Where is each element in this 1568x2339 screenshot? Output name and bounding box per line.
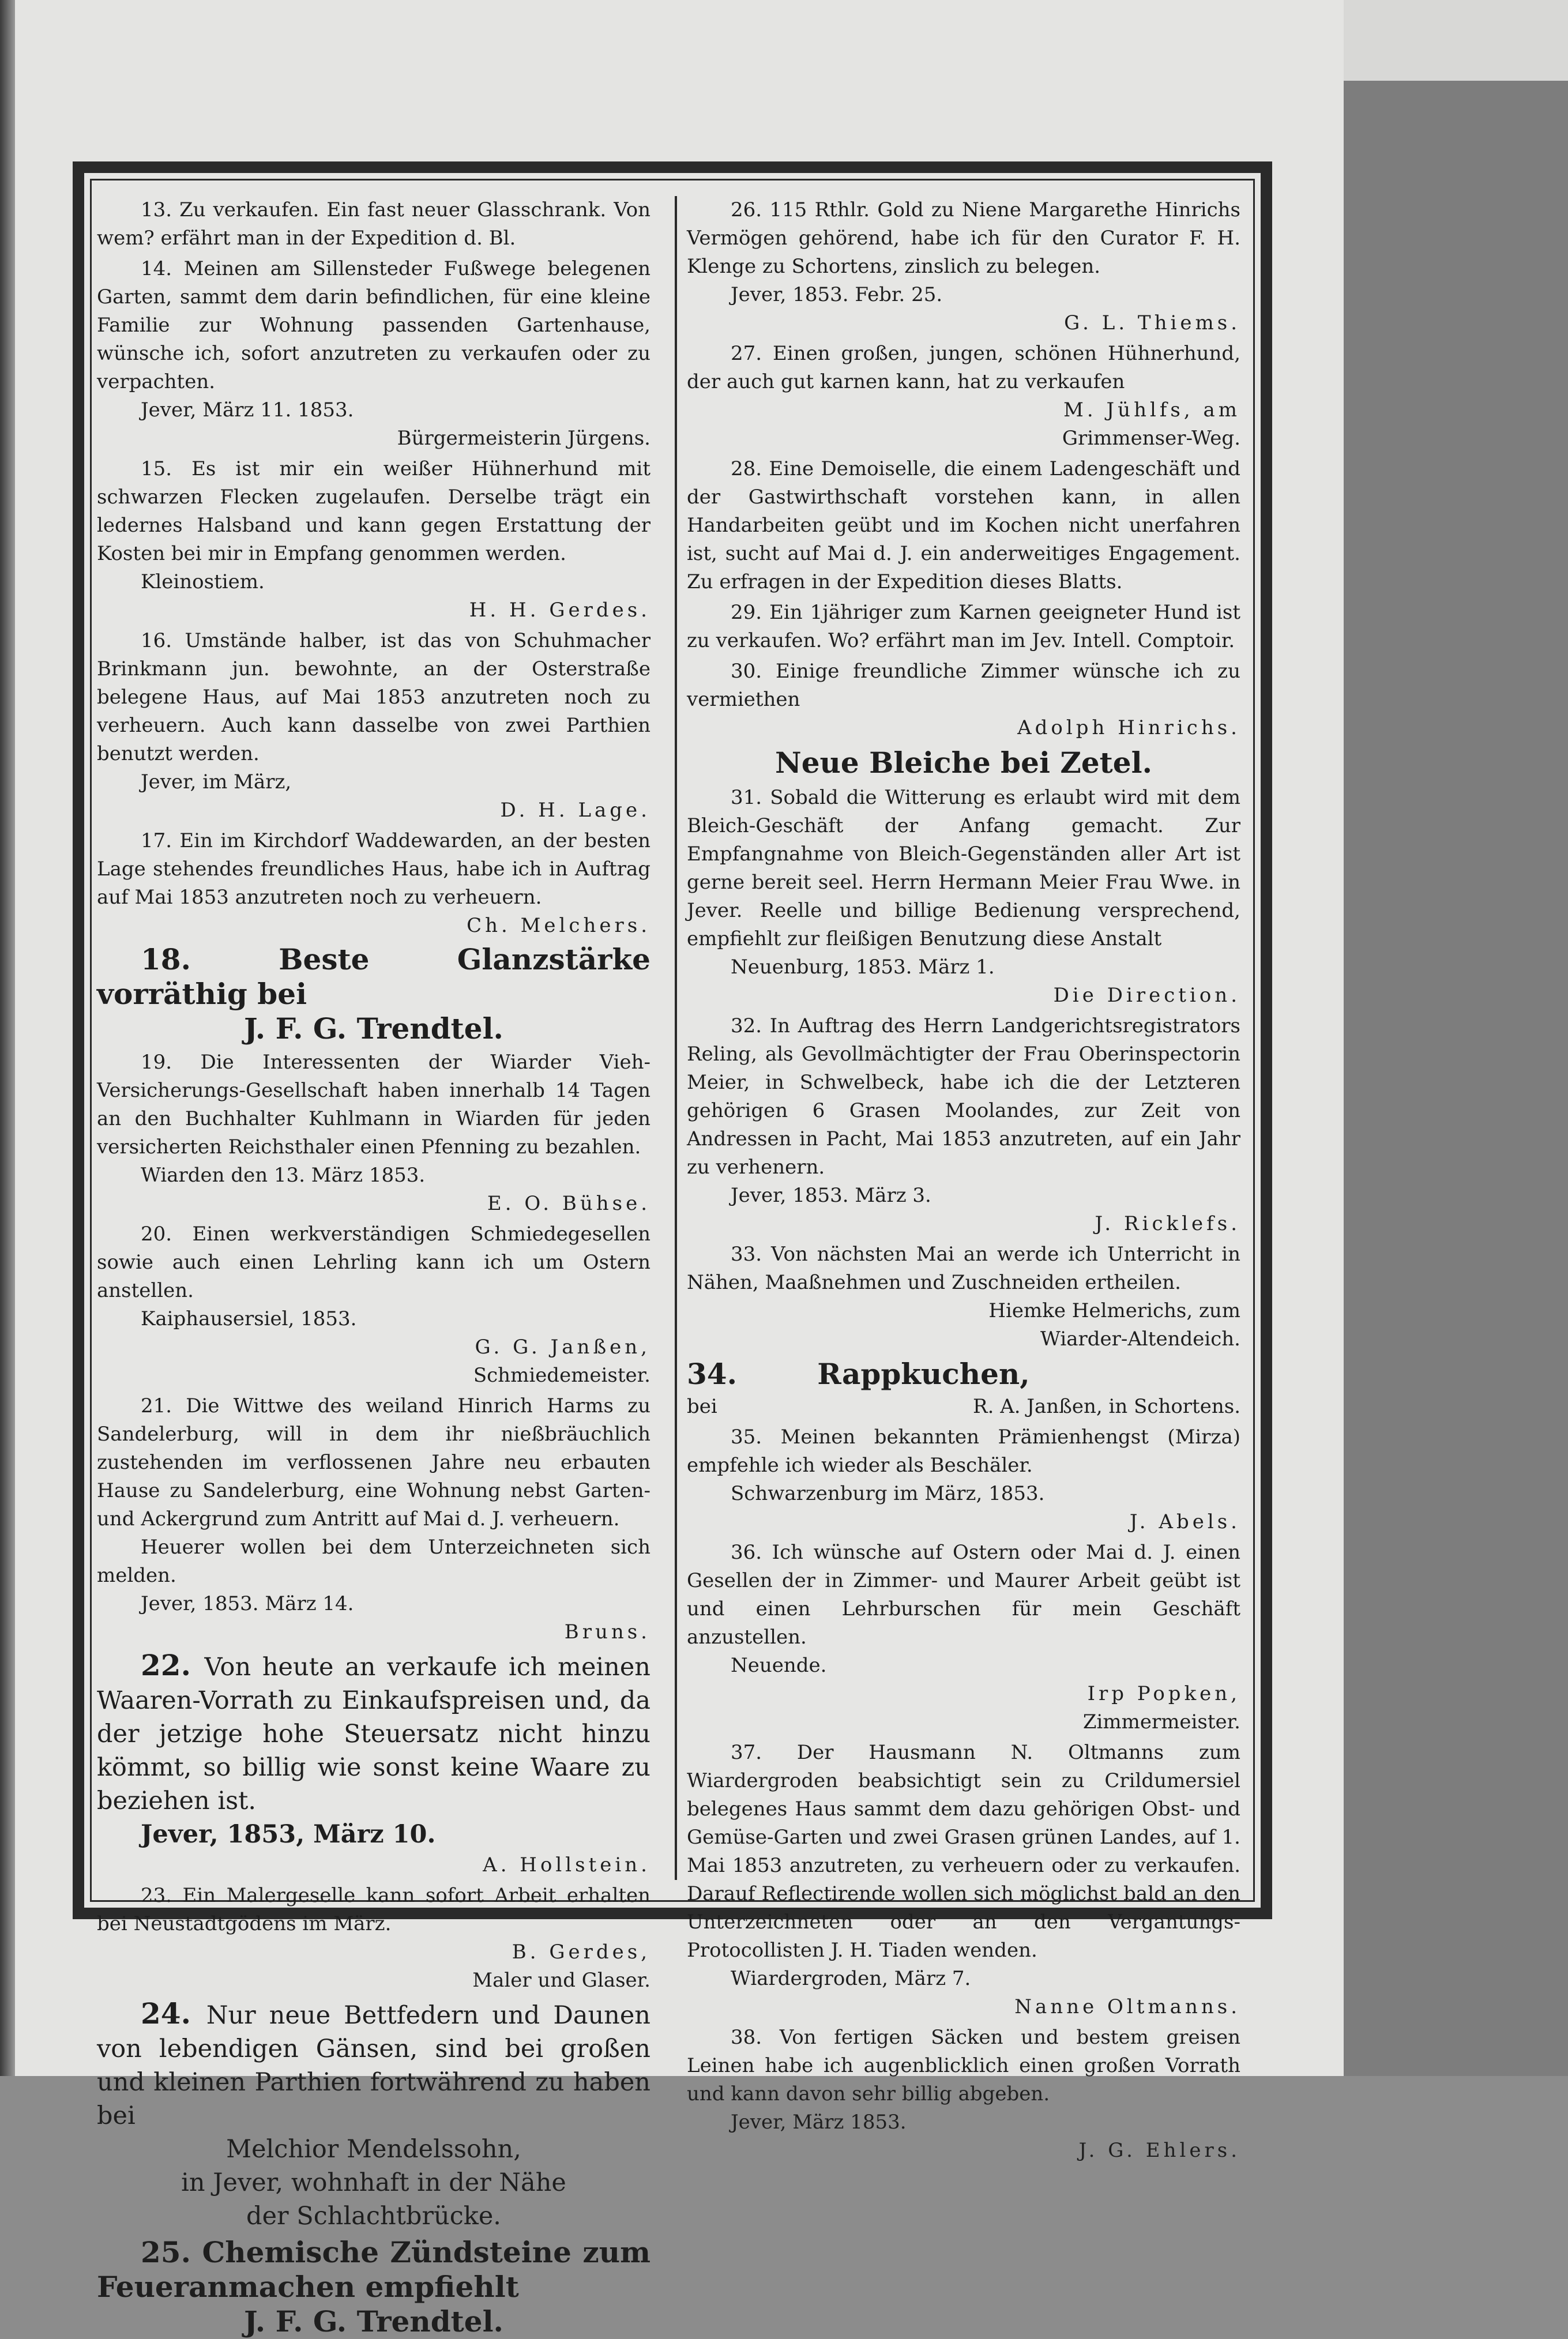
ad-text: Meinen bekannten Prämienhengst (Mirza) empfehle ich wieder als Beschäler. <box>687 1426 1240 1477</box>
ad-number: 21. <box>141 1394 186 1417</box>
ad-number: 24. <box>141 1996 206 2030</box>
advertisement <box>687 2024 1240 2165</box>
ad-number: 23. <box>141 1884 183 1907</box>
ad-paragraph <box>687 1739 1240 1965</box>
advertisement <box>687 1739 1240 2021</box>
next-page-edge <box>1344 0 1568 81</box>
ad-text: Der Hausmann N. Oltmanns zum Wiardergroden beabsichtigt sein zu Crildumersiel belegenes Haus sammt dem dazu gehörigen Obst- und Gemüse-Garten und zwei Grasen grünen Landes, auf 1. Mai 1853 anzutreten, zu verheuern oder zu verkaufen. Darauf Reflectirende wollen sich möglichst bald an den Unterzeichneten oder an den Vergantungs-Protocollisten J. H. Tiaden wenden. <box>687 1741 1240 1962</box>
ad-text: Kaiphausersiel, 1853. <box>141 1307 357 1330</box>
ad-text: Wiardergroden, März 7. <box>731 1967 971 1990</box>
scan-background <box>1344 81 1568 2076</box>
ad-number: 25. <box>141 2235 202 2269</box>
ad-number: 36. <box>731 1541 772 1564</box>
ad-text: Neuenburg, 1853. März 1. <box>731 956 995 979</box>
advertisement <box>687 1423 1240 1536</box>
advertisement-frame <box>73 161 1272 2338</box>
ad-large-text <box>97 1649 650 1818</box>
ad-large-text <box>97 2235 650 2304</box>
ad-number: 28. <box>731 457 769 480</box>
ad-text: 115 Rthlr. Gold zu Niene Margarethe Hinrichs Vermögen gehörend, habe ich für den Curator F. H. Klenge zu Schortens, zinslich zu belegen. <box>687 198 1240 278</box>
ad-number: 27. <box>731 342 773 365</box>
ad-text: Ich wünsche auf Ostern oder Mai d. J. einen Gesellen der in Zimmer- und Maurer Arbeit geübt ist und einen Lehrburschen für mein Geschäft anzustellen. <box>687 1541 1241 1649</box>
ad-paragraph <box>97 827 650 912</box>
ad-signature: Bürgermeisterin Jürgens. <box>397 427 650 450</box>
ad-line <box>687 1393 1240 1421</box>
ad-text: Ein Malergeselle kann sofort Arbeit erhalten bei Neustadtgödens im März. <box>97 1884 650 1935</box>
ad-number: 15. <box>141 457 192 480</box>
ad-signature: J. F. G. Trendtel. <box>244 2304 503 2338</box>
ad-text: Neuende. <box>731 1654 827 1677</box>
ad-paragraph <box>687 1965 1240 1993</box>
ad-paragraph <box>97 455 650 568</box>
ad-number: 16. <box>141 629 185 652</box>
ad-signature: Ch. Melchers. <box>467 914 650 937</box>
advertisement <box>687 1240 1240 1353</box>
ad-number: 19. <box>141 1051 201 1074</box>
ad-signature: Irp Popken, <box>1087 1682 1240 1705</box>
ad-number: 34. <box>687 1357 737 1391</box>
ad-paragraph <box>97 196 650 253</box>
ad-paragraph <box>687 2024 1240 2108</box>
ad-text: Heuerer wollen bei dem Unterzeichneten sich melden. <box>97 1536 650 1587</box>
ad-text: In Auftrag des Herrn Landgerichtsregistrators Reling, als Gevollmächtigter der Frau Oberinspectorin Meier, in Schwelbeck, habe ich die der Letzteren gehörigen 6 Grasen Moolandes, zur Zeit von Andressen in Pacht, Mai 1853 anzutreten, auf ein Jahr zu verhenern. <box>687 1014 1240 1179</box>
ad-number: 38. <box>731 2026 780 2049</box>
section-heading: Neue Bleiche bei Zetel. <box>775 746 1152 780</box>
ad-signature: J. G. Ehlers. <box>1078 2139 1240 2162</box>
ad-paragraph <box>687 1182 1240 1210</box>
ad-text: Nur neue Bettfedern und Daunen von lebendigen Gänsen, sind bei großen und kleinen Parthien fortwährend zu haben bei <box>97 2001 650 2130</box>
advertisement <box>687 1012 1240 1238</box>
ad-signature: M. Jühlfs, am <box>1063 398 1240 422</box>
ad-paragraph <box>687 599 1240 655</box>
ad-text: Ein im Kirchdorf Waddewarden, an der besten Lage stehendes freundliches Haus, habe ich in Auftrag auf Mai 1853 anzutreten noch zu verheuern. <box>97 829 650 909</box>
ad-paragraph <box>687 1539 1240 1652</box>
ad-number: 30. <box>731 660 776 683</box>
ad-text: Eine Demoiselle, die einem Ladengeschäft und der Gastwirthschaft vorstehen kann, in allen Handarbeiten geübt und im Kochen nicht unerfahren ist, sucht auf Mai d. J. ein anderweitiges Engagement. Zu erfragen in der Expedition dieses Blatts. <box>687 457 1240 593</box>
ad-text: Zu verkaufen. Ein fast neuer Glasschrank. Von wem? erfährt man in der Expedition d. Bl. <box>97 198 650 250</box>
advertisement <box>97 455 650 625</box>
advertisement <box>687 455 1240 596</box>
ad-paragraph <box>97 627 650 768</box>
ad-paragraph <box>687 2108 1240 2137</box>
ad-signature: H. H. Gerdes. <box>469 599 650 622</box>
ad-text: Beste Glanzstärke vorräthig bei <box>97 942 650 1011</box>
ad-number: 20. <box>141 1223 193 1246</box>
ad-signature: G. G. Janßen, <box>475 1336 650 1359</box>
ad-paragraph <box>97 1882 650 1938</box>
ad-signature-sub: Grimmenser-Weg. <box>1062 427 1240 450</box>
ad-text: Die Interessenten der Wiarder Vieh-Versicherungs-Gesellschaft haben innerhalb 14 Tagen an den Buchhalter Kuhlmann in Wiarden für jeden versicherten Reichsthaler einen Pfenning zu bezahlen. <box>97 1051 650 1159</box>
advertisement <box>97 1997 650 2233</box>
ad-paragraph <box>687 657 1240 714</box>
ad-paragraph <box>687 455 1240 596</box>
advertisement <box>687 784 1240 1010</box>
ad-number: 18. <box>141 942 279 976</box>
ad-number: 17. <box>141 829 180 852</box>
ad-signature: Adolph Hinrichs. <box>1017 716 1240 739</box>
ad-address-line: Melchior Mendelssohn, <box>226 2135 521 2164</box>
ad-text: Jever, März 11. 1853. <box>141 398 354 422</box>
ad-signature: J. Ricklefs. <box>1095 1212 1240 1235</box>
ad-text: Sobald die Witterung es erlaubt wird mit dem Bleich-Geschäft der Anfang gemacht. Zur Empfangnahme von Bleich-Gegenständen aller Art ist gerne bereit seel. Herrn Hermann Meier Frau Wwe. in Jever. Reelle und billige Bedienung versprechend, empfiehlt zur fleißigen Benutzung diese Anstalt <box>687 786 1240 950</box>
ad-number: 31. <box>731 786 770 809</box>
right-column <box>687 196 1241 2162</box>
advertisement <box>97 2235 650 2339</box>
ad-date: Jever, 1853, März 10. <box>141 1820 436 1849</box>
advertisement <box>97 255 650 453</box>
advertisement <box>687 340 1240 453</box>
ad-text: Von fertigen Säcken und bestem greisen Leinen habe ich augenblicklich einen großen Vorrath und kann davon sehr billig abgeben. <box>687 2026 1240 2105</box>
advertisement <box>687 744 1240 781</box>
ad-paragraph <box>97 1590 650 1618</box>
ad-paragraph <box>97 1533 650 1590</box>
ad-text: bei <box>687 1395 717 1418</box>
ad-text: Jever, 1853. Febr. 25. <box>731 283 943 306</box>
ad-paragraph <box>97 1305 650 1333</box>
ad-text: Einen werkverständigen Schmiedegesellen sowie auch einen Lehrling kann ich um Ostern anstellen. <box>97 1223 650 1302</box>
ad-signature: J. Abels. <box>1129 1510 1240 1533</box>
ad-text: Wiarden den 13. März 1853. <box>141 1164 426 1187</box>
ad-text: Umstände halber, ist das von Schuhmacher Brinkmann jun. bewohnte, an der Osterstraße belegene Haus, auf Mai 1853 anzutreten noch zu verheuern. Auch kann dasselbe von zwei Parthien benutzt werden. <box>97 629 650 765</box>
ad-paragraph <box>97 768 650 796</box>
ad-number: 35. <box>731 1426 781 1449</box>
ad-paragraph <box>97 396 650 424</box>
ad-number: 26. <box>731 198 770 221</box>
ad-paragraph <box>97 1048 650 1161</box>
ad-paragraph <box>687 196 1240 281</box>
advertisement <box>97 627 650 825</box>
advertisement <box>97 1392 650 1646</box>
ad-paragraph <box>97 1220 650 1305</box>
ad-text: Jever, 1853. März 3. <box>731 1184 931 1207</box>
advertisement <box>687 196 1240 337</box>
ad-paragraph <box>97 1161 650 1190</box>
advertisement <box>687 657 1240 742</box>
ad-text: Einen großen, jungen, schönen Hühnerhund, der auch gut karnen kann, hat zu verkaufen <box>687 342 1240 393</box>
ad-text: Einige freundliche Zimmer wünsche ich zu vermiethen <box>687 660 1240 711</box>
ad-paragraph <box>97 1392 650 1533</box>
ad-text: Jever, im März, <box>141 770 292 794</box>
ad-paragraph <box>687 953 1240 982</box>
ad-signature: Bruns. <box>564 1620 650 1644</box>
ad-text: Schwarzenburg im März, 1853. <box>731 1482 1045 1505</box>
advertisement <box>97 1220 650 1390</box>
ad-large-text <box>97 942 650 1011</box>
ad-text: Von heute an verkaufe ich meinen Waaren-Vorrath zu Einkaufspreisen und, da der jetzige hohe Steuersatz nicht hinzu kömmt, so billig wie sonst keine Waare zu beziehen ist. <box>97 1653 650 1815</box>
ad-text: Es ist mir ein weißer Hühnerhund mit schwarzen Flecken zugelaufen. Derselbe trägt ein ledernes Halsband und kann gegen Erstattung der Kosten bei mir in Empfang genommen werden. <box>97 457 650 565</box>
ad-number: 29. <box>731 601 770 624</box>
ad-paragraph <box>687 1480 1240 1508</box>
advertisement <box>687 1356 1240 1421</box>
ad-paragraph <box>97 255 650 396</box>
advertisement <box>97 1048 650 1218</box>
ad-paragraph <box>687 281 1240 309</box>
ad-signature: Die Direction. <box>1053 984 1240 1007</box>
ad-heading-text: Rappkuchen, <box>817 1357 1030 1391</box>
ad-heading <box>687 1356 1240 1393</box>
ad-text: Chemische Zündsteine zum Feueranmachen empfiehlt <box>97 2235 650 2304</box>
left-column <box>97 196 650 2338</box>
ad-signature: R. A. Janßen, in Schortens. <box>973 1395 1240 1418</box>
ad-signature-sub: Schmiedemeister. <box>473 1364 650 1387</box>
ad-signature: A. Hollstein. <box>483 1853 650 1877</box>
ad-text: Kleinostiem. <box>141 570 265 593</box>
ad-signature-sub: Zimmermeister. <box>1082 1710 1240 1733</box>
ad-paragraph <box>687 340 1240 396</box>
ad-address-line: in Jever, wohnhaft in der Nähe <box>181 2168 566 2197</box>
ad-number: 37. <box>731 1741 797 1764</box>
advertisement <box>97 196 650 253</box>
ad-paragraph <box>687 1012 1240 1182</box>
advertisement <box>97 1882 650 1995</box>
ad-number: 33. <box>731 1243 772 1266</box>
ad-text: Von nächsten Mai an werde ich Unterricht in Nähen, Maaßnehmen und Zuschneiden ertheilen. <box>687 1243 1240 1294</box>
ad-signature: Nanne Oltmanns. <box>1014 1995 1240 2018</box>
ad-text: Die Wittwe des weiland Hinrich Harms zu Sandelerburg, will in dem ihr nießbräuchlich zustehenden im verflossenen Jahre neu erbauten Hause zu Sandelerburg, eine Wohnung nebst Garten- und Ackergrund zum Antritt auf Mai d. J. verheuern. <box>97 1394 650 1530</box>
advertisement <box>97 942 650 1046</box>
ad-number: 14. <box>141 257 184 280</box>
ad-text: Jever, März 1853. <box>731 2111 907 2134</box>
ad-paragraph <box>687 1423 1240 1480</box>
ad-paragraph <box>687 784 1240 953</box>
ad-text: Jever, 1853. März 14. <box>141 1592 354 1615</box>
advertisement <box>97 1649 650 1879</box>
ad-signature-sub: Maler und Glaser. <box>472 1969 650 1992</box>
ad-number: 22. <box>141 1648 205 1682</box>
ad-paragraph <box>687 1652 1240 1680</box>
ad-number: 32. <box>731 1014 770 1037</box>
advertisement <box>687 599 1240 655</box>
ad-signature: J. F. G. Trendtel. <box>244 1011 503 1046</box>
ad-signature: B. Gerdes, <box>512 1941 650 1964</box>
ad-number: 13. <box>141 198 180 221</box>
ad-signature: G. L. Thiems. <box>1064 311 1240 334</box>
column-divider <box>675 196 677 1880</box>
ad-text: Meinen am Sillensteder Fußwege belegenen Garten, sammt dem darin befindlichen, für eine kleine Familie zur Wohnung passenden Gartenhause, wünsche ich, sofort anzutreten zu verkaufen oder zu verpachten. <box>97 257 650 393</box>
ad-signature: E. O. Bühse. <box>487 1192 650 1215</box>
advertisement <box>687 1539 1240 1736</box>
ad-address-line: der Schlachtbrücke. <box>246 2202 501 2231</box>
ad-paragraph <box>687 1240 1240 1297</box>
scan-gutter <box>0 0 15 2076</box>
ad-signature: D. H. Lage. <box>500 799 650 822</box>
ad-large-text <box>97 1997 650 2133</box>
advertisement <box>97 827 650 940</box>
ad-paragraph <box>97 568 650 596</box>
ad-signature-sub: Wiarder-Altendeich. <box>1040 1328 1240 1351</box>
ad-text: Ein 1jähriger zum Karnen geeigneter Hund ist zu verkaufen. Wo? erfährt man im Jev. Intell. Comptoir. <box>687 601 1240 652</box>
ad-signature: Hiemke Helmerichs, zum <box>988 1299 1240 1322</box>
